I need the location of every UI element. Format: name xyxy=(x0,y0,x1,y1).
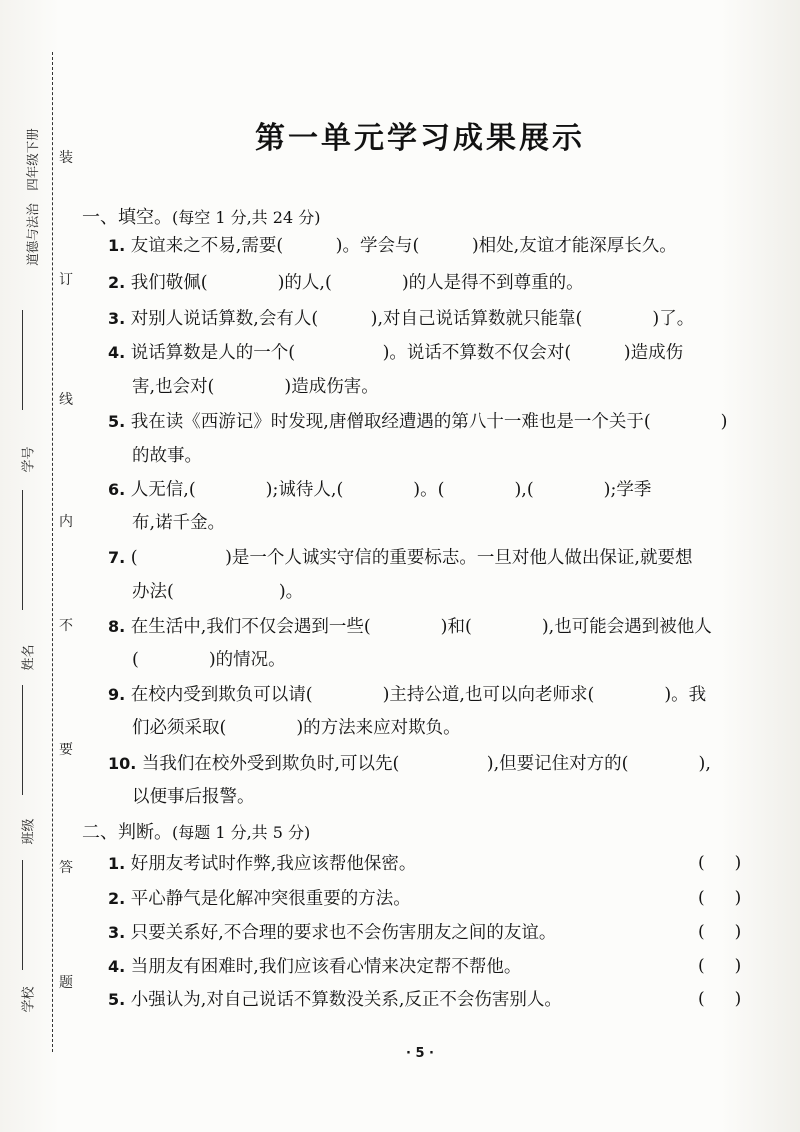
answer-paren[interactable]: ( ) xyxy=(698,888,742,908)
judge-item: 2. 平心静气是化解冲突很重要的方法。 xyxy=(108,889,411,909)
school-label: 学校 xyxy=(21,986,37,1013)
answer-paren[interactable]: ( ) xyxy=(698,989,742,1009)
seal-char: 不 xyxy=(59,618,73,634)
judge-item: 5. 小强认为,对自己说话不算数没关系,反正不会伤害别人。 xyxy=(108,990,562,1010)
student-id-line xyxy=(22,310,23,410)
seal-char: 要 xyxy=(59,742,73,758)
page-number: · 5 · xyxy=(406,1046,434,1061)
seal-char: 答 xyxy=(59,860,73,876)
class-line xyxy=(22,685,23,795)
question-line: 1. 友谊来之不易,需要( )。学会与( )相处,友谊才能深厚长久。 xyxy=(108,236,677,256)
question-line-continued: ( )的情况。 xyxy=(132,650,286,670)
name-line xyxy=(22,490,23,610)
seal-char: 线 xyxy=(59,392,73,408)
judge-item: 4. 当朋友有困难时,我们应该看心情来决定帮不帮他。 xyxy=(108,957,522,977)
answer-paren[interactable]: ( ) xyxy=(698,853,742,873)
section-heading: 二、判断。 xyxy=(82,822,172,843)
question-line-continued: 布,诺千金。 xyxy=(132,513,226,533)
question-line-continued: 的故事。 xyxy=(132,446,202,466)
question-line: 4. 说话算数是人的一个( )。说话不算数不仅会对( )造成伤 xyxy=(108,343,684,363)
section-score-note: (每题 1 分,共 5 分) xyxy=(172,823,311,842)
question-line: 3. 对别人说话算数,会有人( ),对自己说话算数就只能靠( )了。 xyxy=(108,309,695,329)
question-line: 8. 在生活中,我们不仅会遇到一些( )和( ),也可能会遇到被他人 xyxy=(108,617,712,637)
school-line xyxy=(22,860,23,970)
answer-paren[interactable]: ( ) xyxy=(698,956,742,976)
seal-char: 订 xyxy=(59,272,73,288)
question-line: 2. 我们敬佩( )的人,( )的人是得不到尊重的。 xyxy=(108,273,584,293)
section-judge-heading xyxy=(82,818,310,844)
question-line: 6. 人无信,( );诚待人,( )。( ),( );学季 xyxy=(108,480,652,500)
question-line-continued: 办法( )。 xyxy=(132,582,304,602)
section-score-note: (每空 1 分,共 24 分) xyxy=(172,208,321,227)
question-line: 5. 我在读《西游记》时发现,唐僧取经遭遇的第八十一难也是一个关于( ) xyxy=(108,412,728,432)
class-label: 班级 xyxy=(21,818,37,845)
page-title: 第一单元学习成果展示 xyxy=(255,121,585,156)
question-line: 7. ( )是一个人诚实守信的重要标志。一旦对他人做出保证,就要想 xyxy=(108,548,693,568)
book-header: 道德与法治 四年级下册 xyxy=(25,128,40,266)
section-heading: 一、填空。 xyxy=(82,207,172,228)
question-line: 10. 当我们在校外受到欺负时,可以先( ),但要记住对方的( ), xyxy=(108,754,711,774)
question-line-continued: 以便事后报警。 xyxy=(132,787,255,807)
judge-item: 1. 好朋友考试时作弊,我应该帮他保密。 xyxy=(108,854,417,874)
answer-paren[interactable]: ( ) xyxy=(698,922,742,942)
seal-char: 题 xyxy=(59,975,73,991)
question-line-continued: 们必须采取( )的方法来应对欺负。 xyxy=(132,718,461,738)
question-line-continued: 害,也会对( )造成伤害。 xyxy=(132,377,379,397)
name-label: 姓名 xyxy=(21,644,37,671)
student-id-label: 学号 xyxy=(21,446,37,473)
question-line: 9. 在校内受到欺负可以请( )主持公道,也可以向老师求( )。我 xyxy=(108,685,707,705)
judge-item: 3. 只要关系好,不合理的要求也不会伤害朋友之间的友谊。 xyxy=(108,923,557,943)
seal-char: 装 xyxy=(59,150,73,166)
binding-dashed-line xyxy=(52,52,53,1052)
seal-char: 内 xyxy=(59,514,73,530)
section-fill-blank-heading xyxy=(82,203,320,229)
